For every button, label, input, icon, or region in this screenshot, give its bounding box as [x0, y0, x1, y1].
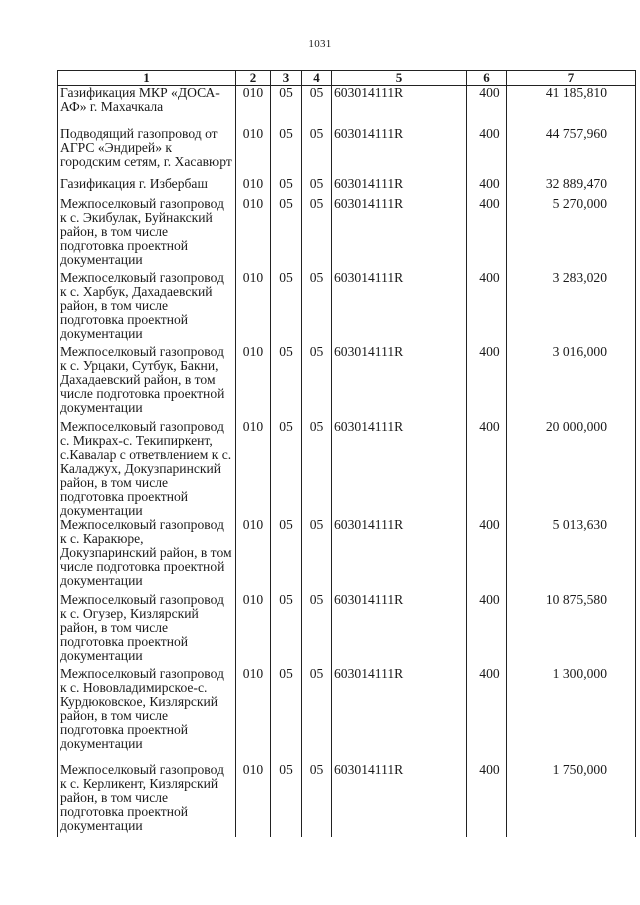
- row-col-3: 05: [271, 86, 302, 127]
- row-name: Межпоселковый газопровод к с. Харбук, Дахадаевский район, в том числе подготовка проектной документации: [58, 271, 236, 345]
- row-col-5: 603014111R: [332, 197, 467, 271]
- row-amount: 20 000,000: [507, 420, 636, 518]
- row-name: Межпоселковый газопровод к с. Экибулак, Буйнакский район, в том числе подготовка проектной документации: [58, 197, 236, 271]
- row-col-4: 05: [302, 345, 332, 420]
- row-col-4: 05: [302, 177, 332, 197]
- row-col-6: 400: [467, 593, 507, 667]
- row-col-2: 010: [236, 763, 271, 837]
- table-header-row: [58, 71, 636, 86]
- table-row: [58, 420, 636, 518]
- column-header-6: 6: [467, 71, 507, 86]
- row-name: Газификация г. Избербаш: [58, 177, 236, 197]
- row-col-5: 603014111R: [332, 763, 467, 837]
- row-col-5: 603014111R: [332, 86, 467, 127]
- row-col-4: 05: [302, 86, 332, 127]
- row-col-5: 603014111R: [332, 127, 467, 177]
- column-header-7: 7: [507, 71, 636, 86]
- row-col-2: 010: [236, 420, 271, 518]
- row-col-6: 400: [467, 127, 507, 177]
- column-header-5: 5: [332, 71, 467, 86]
- row-amount: 44 757,960: [507, 127, 636, 177]
- row-col-3: 05: [271, 420, 302, 518]
- row-name: Межпоселковый газопровод к с. Керликент, Кизлярский район, в том числе подготовка проектной документации: [58, 763, 236, 837]
- column-header-2: 2: [236, 71, 271, 86]
- row-col-4: 05: [302, 127, 332, 177]
- row-col-6: 400: [467, 271, 507, 345]
- row-col-6: 400: [467, 420, 507, 518]
- row-col-6: 400: [467, 197, 507, 271]
- table-row: [58, 197, 636, 271]
- row-col-6: 400: [467, 177, 507, 197]
- row-col-3: 05: [271, 127, 302, 177]
- table-row: [58, 345, 636, 420]
- row-col-6: 400: [467, 86, 507, 127]
- row-amount: 41 185,810: [507, 86, 636, 127]
- row-col-4: 05: [302, 197, 332, 271]
- table-row: [58, 86, 636, 127]
- row-col-2: 010: [236, 518, 271, 593]
- row-col-4: 05: [302, 667, 332, 763]
- row-col-5: 603014111R: [332, 271, 467, 345]
- row-amount: 10 875,580: [507, 593, 636, 667]
- row-col-6: 400: [467, 763, 507, 837]
- row-name: Межпоселковый газопровод с. Микрах-с. Текипиркент, с.Кавалар с ответвлением к с. Каладжух, Докузпаринский район, в том числе подготовка проектной документации: [58, 420, 236, 518]
- row-col-4: 05: [302, 518, 332, 593]
- row-name: Межпоселковый газопровод к с. Нововладимирское-с. Курдюковское, Кизлярский район, в том числе подготовка проектной документации: [58, 667, 236, 763]
- row-col-3: 05: [271, 593, 302, 667]
- row-col-3: 05: [271, 197, 302, 271]
- row-name: Подводящий газопровод от АГРС «Эндирей» к городским сетям, г. Хасавюрт: [58, 127, 236, 177]
- table-row: [58, 763, 636, 837]
- row-amount: 32 889,470: [507, 177, 636, 197]
- row-col-3: 05: [271, 667, 302, 763]
- table-row: [58, 177, 636, 197]
- row-col-3: 05: [271, 518, 302, 593]
- row-col-4: 05: [302, 420, 332, 518]
- row-col-2: 010: [236, 345, 271, 420]
- row-name: Межпоселковый газопровод к с. Урцаки, Сутбук, Бакни, Дахадаевский район, в том числе подготовка проектной документации: [58, 345, 236, 420]
- row-col-2: 010: [236, 177, 271, 197]
- column-header-3: 3: [271, 71, 302, 86]
- table-row: [58, 667, 636, 763]
- row-amount: 5 013,630: [507, 518, 636, 593]
- row-name: Межпоселковый газопровод к с. Каракюре, Докузпаринский район, в том числе подготовка проектной документации: [58, 518, 236, 593]
- row-col-2: 010: [236, 667, 271, 763]
- row-col-3: 05: [271, 345, 302, 420]
- column-header-4: 4: [302, 71, 332, 86]
- table-row: [58, 127, 636, 177]
- page-number: 1031: [308, 38, 332, 50]
- row-col-2: 010: [236, 271, 271, 345]
- row-col-5: 603014111R: [332, 667, 467, 763]
- row-col-5: 603014111R: [332, 593, 467, 667]
- row-col-5: 603014111R: [332, 345, 467, 420]
- row-name: Межпоселковый газопровод к с. Огузер, Кизлярский район, в том числе подготовка проектной документации: [58, 593, 236, 667]
- row-name: Газификация МКР «ДОСА-АФ» г. Махачкала: [58, 86, 236, 127]
- column-header-1: 1: [58, 71, 236, 86]
- row-col-5: 603014111R: [332, 420, 467, 518]
- table-row: [58, 593, 636, 667]
- row-col-4: 05: [302, 271, 332, 345]
- budget-table: [57, 70, 636, 837]
- row-col-3: 05: [271, 763, 302, 837]
- row-col-6: 400: [467, 345, 507, 420]
- row-amount: 1 750,000: [507, 763, 636, 837]
- row-amount: 1 300,000: [507, 667, 636, 763]
- row-amount: 3 283,020: [507, 271, 636, 345]
- row-amount: 3 016,000: [507, 345, 636, 420]
- row-col-2: 010: [236, 86, 271, 127]
- row-col-5: 603014111R: [332, 518, 467, 593]
- table-row: [58, 271, 636, 345]
- row-col-6: 400: [467, 667, 507, 763]
- row-col-6: 400: [467, 518, 507, 593]
- row-col-3: 05: [271, 177, 302, 197]
- row-col-2: 010: [236, 593, 271, 667]
- table-row: [58, 518, 636, 593]
- row-col-4: 05: [302, 763, 332, 837]
- row-amount: 5 270,000: [507, 197, 636, 271]
- row-col-4: 05: [302, 593, 332, 667]
- row-col-2: 010: [236, 127, 271, 177]
- row-col-2: 010: [236, 197, 271, 271]
- row-col-3: 05: [271, 271, 302, 345]
- row-col-5: 603014111R: [332, 177, 467, 197]
